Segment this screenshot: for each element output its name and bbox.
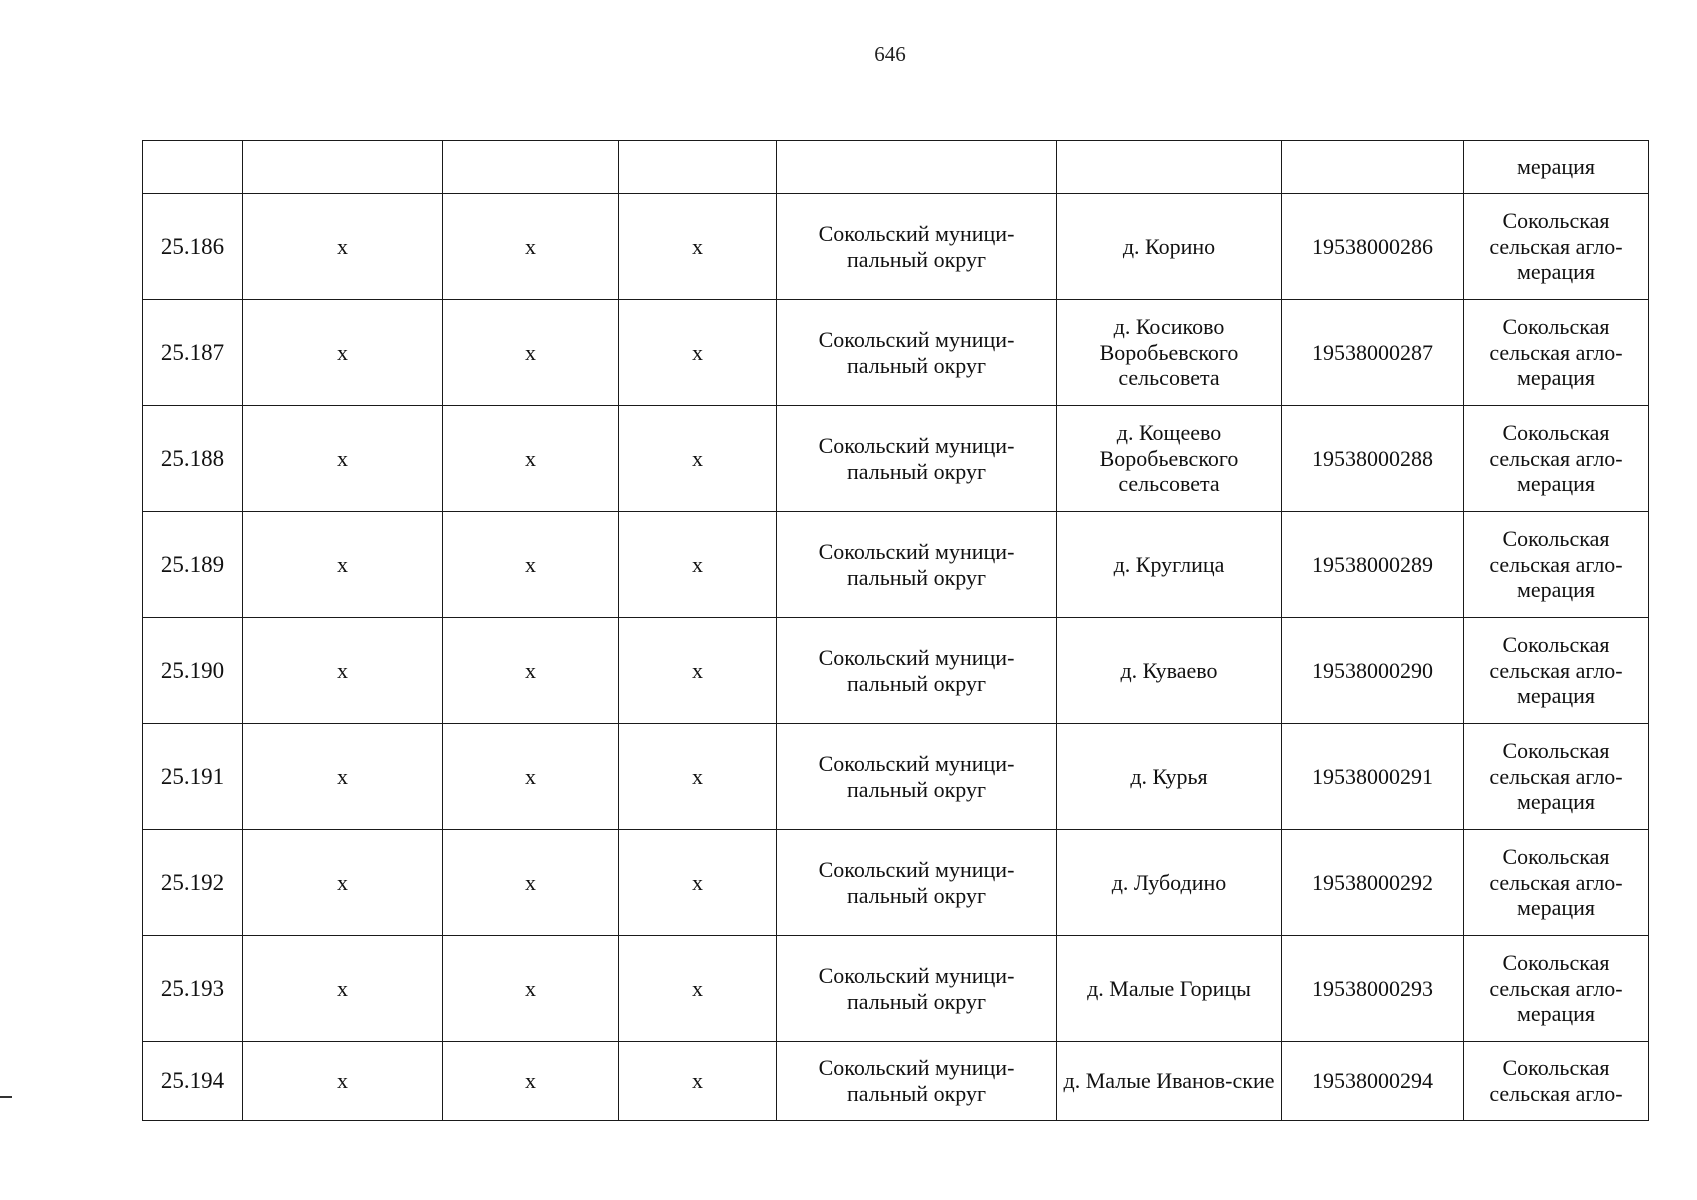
row-number-cell: 25.188 [143,406,243,512]
table-row [143,141,1649,194]
agglomeration-cell: Сокольская сельская агло-мерация [1464,512,1649,618]
table-cell [443,141,619,194]
mark-cell: х [619,300,777,406]
mark-cell: х [443,1042,619,1121]
mark-cell: х [243,300,443,406]
table-cell [143,141,243,194]
oktmo-code-cell: 19538000293 [1282,936,1464,1042]
row-number-cell: 25.191 [143,724,243,830]
table-row [143,936,1649,1042]
oktmo-code-cell: 19538000291 [1282,724,1464,830]
table-body [143,141,1649,1121]
oktmo-code-cell: 19538000286 [1282,194,1464,300]
table-row [143,406,1649,512]
registry-table [142,140,1649,1121]
page-number: 646 [874,42,906,66]
locality-cell: д. Косиково Воробьевского сельсовета [1057,300,1282,406]
table-cell [243,141,443,194]
mark-cell: х [443,936,619,1042]
row-number-cell: 25.187 [143,300,243,406]
table-row [143,300,1649,406]
locality-cell: д. Лубодино [1057,830,1282,936]
agglomeration-cell: Сокольская сельская агло-мерация [1464,618,1649,724]
mark-cell: х [619,406,777,512]
agglomeration-cell: Сокольская сельская агло-мерация [1464,300,1649,406]
mark-cell: х [619,512,777,618]
table-cell [777,141,1057,194]
agglomeration-cell: Сокольская сельская агло-мерация [1464,406,1649,512]
oktmo-code-cell: 19538000289 [1282,512,1464,618]
row-number-cell: 25.194 [143,1042,243,1121]
table-row [143,830,1649,936]
mark-cell: х [443,830,619,936]
district-cell: Сокольский муници-пальный округ [777,724,1057,830]
locality-cell: д. Курья [1057,724,1282,830]
mark-cell: х [443,512,619,618]
oktmo-code-cell: 19538000290 [1282,618,1464,724]
table-row [143,1042,1649,1121]
mark-cell: х [243,194,443,300]
row-number-cell: 25.186 [143,194,243,300]
table-cell [1057,141,1282,194]
row-number-cell: 25.193 [143,936,243,1042]
mark-cell: х [619,194,777,300]
agglomeration-cell: Сокольская сельская агло- [1464,1042,1649,1121]
mark-cell: х [619,618,777,724]
mark-cell: х [619,936,777,1042]
district-cell: Сокольский муници-пальный округ [777,300,1057,406]
locality-cell: д. Малые Горицы [1057,936,1282,1042]
table-row [143,512,1649,618]
mark-cell: х [243,618,443,724]
locality-cell: д. Круглица [1057,512,1282,618]
mark-cell: х [443,406,619,512]
margin-tick-mark [0,1096,12,1098]
oktmo-code-cell: 19538000287 [1282,300,1464,406]
oktmo-code-cell: 19538000294 [1282,1042,1464,1121]
mark-cell: х [443,194,619,300]
mark-cell: х [243,512,443,618]
mark-cell: х [243,1042,443,1121]
oktmo-code-cell: 19538000288 [1282,406,1464,512]
table-cell [1282,141,1464,194]
mark-cell: х [243,830,443,936]
agglomeration-cell: Сокольская сельская агло-мерация [1464,724,1649,830]
oktmo-code-cell: 19538000292 [1282,830,1464,936]
district-cell: Сокольский муници-пальный округ [777,406,1057,512]
table-row [143,618,1649,724]
table-row [143,194,1649,300]
district-cell: Сокольский муници-пальный округ [777,936,1057,1042]
mark-cell: х [443,724,619,830]
mark-cell: х [243,406,443,512]
mark-cell: х [243,724,443,830]
district-cell: Сокольский муници-пальный округ [777,512,1057,618]
agglomeration-cell: Сокольская сельская агло-мерация [1464,194,1649,300]
agglomeration-cell: Сокольская сельская агло-мерация [1464,830,1649,936]
agglomeration-cell: мерация [1464,141,1649,194]
mark-cell: х [619,1042,777,1121]
row-number-cell: 25.192 [143,830,243,936]
locality-cell: д. Куваево [1057,618,1282,724]
district-cell: Сокольский муници-пальный округ [777,618,1057,724]
mark-cell: х [619,724,777,830]
agglomeration-cell: Сокольская сельская агло-мерация [1464,936,1649,1042]
district-cell: Сокольский муници-пальный округ [777,1042,1057,1121]
locality-cell: д. Малые Иванов-ские [1057,1042,1282,1121]
table-cell [619,141,777,194]
mark-cell: х [619,830,777,936]
locality-cell: д. Корино [1057,194,1282,300]
district-cell: Сокольский муници-пальный округ [777,830,1057,936]
table-row [143,724,1649,830]
row-number-cell: 25.189 [143,512,243,618]
row-number-cell: 25.190 [143,618,243,724]
mark-cell: х [443,618,619,724]
locality-cell: д. Кощеево Воробьевского сельсовета [1057,406,1282,512]
mark-cell: х [243,936,443,1042]
mark-cell: х [443,300,619,406]
district-cell: Сокольский муници-пальный округ [777,194,1057,300]
